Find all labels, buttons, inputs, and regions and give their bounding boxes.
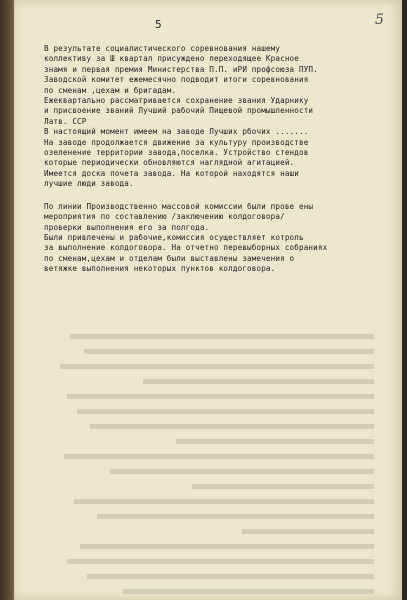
bleed-line — [123, 589, 374, 599]
bleed-line — [74, 499, 374, 509]
text-line: по сменам,цехам и отделам были выставлены замечения о — [44, 253, 295, 263]
text-line: Были привлечены и рабочие,комиссия осуществляет котроль — [44, 232, 304, 242]
text-line: В результате социалистического соревнования нашему — [44, 44, 281, 53]
text-line: знамя и первая премия Министерства П.П. иРИ профсоюза ПУП. — [44, 64, 318, 74]
bleed-line — [97, 514, 374, 524]
text-line: По линии Производственно массовой комиссии были прове ены — [44, 201, 314, 211]
text-line: за выполнение колдоговора. На отчетно перевыборных собраниях — [44, 243, 328, 253]
handwritten-page-mark: 5 — [375, 12, 384, 28]
text-line: На заводе продолжается движение за культуру производстве — [44, 137, 309, 147]
bleed-line — [176, 439, 374, 449]
document-body — [44, 44, 374, 275]
text-line: и присвоение званий Лучший рабочий Пищевой промышленности — [44, 106, 314, 116]
bleed-line — [61, 364, 375, 374]
text-line: проверки выполнения его за полгода. — [44, 222, 210, 232]
paragraph-achievements — [44, 44, 374, 190]
bleed-line — [90, 424, 374, 434]
bleed-line — [87, 574, 374, 584]
text-line: ветяжке выполнения некоторых пунктов колдоговора. — [44, 264, 276, 274]
bleed-line — [70, 334, 374, 344]
paragraph-commission — [44, 202, 374, 275]
bleed-line — [67, 559, 374, 569]
text-line: Ежеквартально рассматривается сохранение звания Ударнику — [44, 96, 309, 106]
text-line: В настоящий момент имеем на заводе Лучших рбочих ....... — [44, 127, 309, 137]
text-line: Латв. ССР — [44, 116, 87, 126]
bleed-line — [64, 454, 374, 464]
paragraph-spacer — [44, 190, 374, 202]
reverse-side-bleed-through — [44, 330, 374, 599]
text-line: озеленение территории завода,поселка. Устройство стендов — [44, 148, 309, 158]
text-line: Заводской комитет ежемесячно подводит итоги соревнования — [44, 75, 309, 85]
bleed-line — [67, 394, 374, 404]
bleed-line — [110, 469, 374, 479]
bleed-line — [242, 529, 374, 539]
text-line: лучшие люди завода. — [44, 179, 134, 189]
text-line: мероприятия по составлению /заключению колдоговора/ — [44, 212, 285, 222]
bleed-line — [80, 544, 374, 554]
bleed-line — [77, 409, 374, 419]
binding-edge — [0, 0, 14, 600]
text-line: Имеется доска почета завода. На которой находятся наши — [44, 168, 299, 178]
bleed-line — [143, 379, 374, 389]
page-number: 5 — [155, 18, 162, 31]
text-line: коллективу за Ш квартал присуждено переходящее Красное — [44, 54, 299, 64]
bleed-line — [193, 484, 375, 494]
text-line: по сменам ,цехам и бригадам. — [44, 85, 177, 95]
bleed-line — [84, 349, 374, 359]
text-line: которые периодически обновляются наглядной агитацией. — [44, 158, 295, 168]
